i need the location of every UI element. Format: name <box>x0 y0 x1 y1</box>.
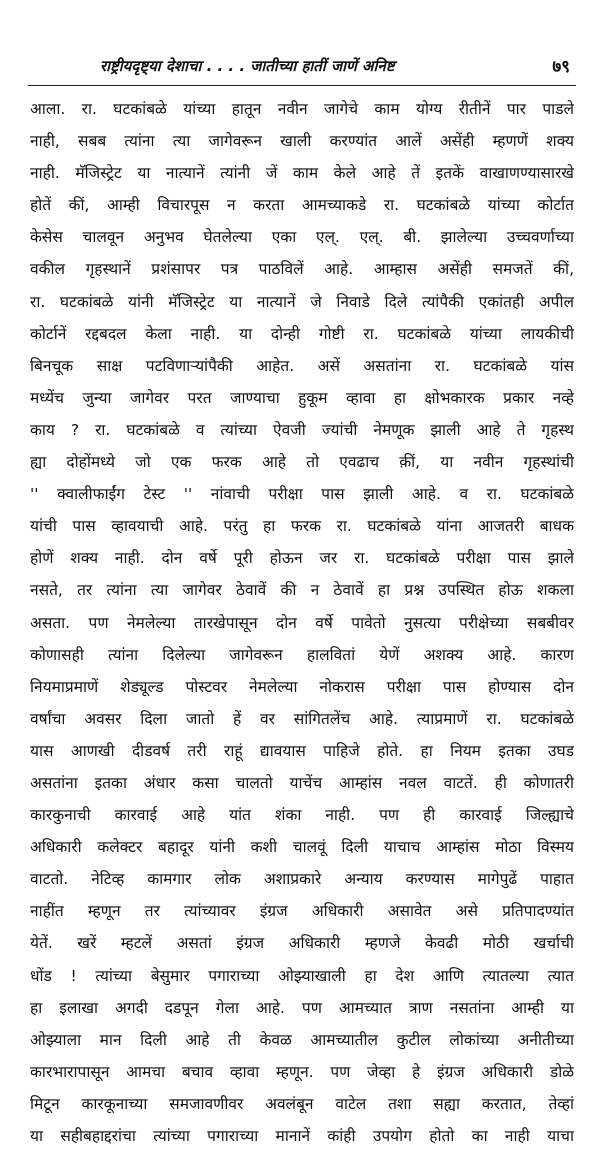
header-rule <box>28 85 576 86</box>
text-line: कारभारापासून आमचा बचाव व्हावा म्हणून. पण जेव्हा हे इंग्रज अधिकारी डोळे <box>30 1062 574 1081</box>
text-line: नसते, तर त्यांना त्या जागेवर ठेवावें की न ठेवावें हा प्रश्न उपस्थित होऊ शकला <box>30 581 574 600</box>
text-line: वाटतो. नेटिव्ह कामगार लोक अशाप्रकारे अन्याय करण्यास मागेपुढें पाहात <box>30 870 574 889</box>
text-line: होणें शक्य नाही. दोन वर्षे पूरी होऊन जर रा. घटकांबळे परीक्षा पास झाले <box>30 549 574 568</box>
text-line: नियमाप्रमाणें शेड्यूल्ड पोस्टवर नेमलेल्या नोकरास परीक्षा पास होण्यास दोन <box>30 677 574 696</box>
text-line: '' क्वालीफाईंग टेस्ट '' नांवाची परीक्षा पास झाली आहे. व रा. घटकांबळे <box>30 485 574 504</box>
text-line: हा इलाखा अगदी दडपून गेला आहे. पण आमच्यात त्राण नसतांना आम्ही या <box>30 998 574 1017</box>
text-line: ओझ्याला मान दिली आहे ती केवळ आमच्यातील कुटील लोकांच्या अनीतीच्या <box>30 1030 574 1049</box>
text-line: कोर्टानें रद्दबदल केला नाही. या दोन्ही गोष्टी रा. घटकांबळे यांच्या लायकीची <box>30 324 574 343</box>
text-line: वकील गृहस्थानें प्रशंसापर पत्र पाठविलें आहे. आम्हास असेंही समजतें कीं, <box>30 260 574 279</box>
text-line: अधिकारी कलेक्टर बहादूर यांनी कशी चालवूं दिली याचाच आम्हांस मोठा विस्मय <box>30 838 574 857</box>
text-line: येतें. खरें म्हटलें असतां इंग्रज अधिकारी म्हणजे केवढी मोठी खर्चाची <box>30 934 574 953</box>
text-line: कोणासही त्यांना दिलेल्या जागेवरून हालवितां येणें अशक्य आहे. कारण <box>30 645 574 664</box>
text-line: होतें कीं, आम्ही विचारपूस न करता आमच्याकडे रा. घटकांबळे यांच्या कोर्टात <box>30 196 574 215</box>
text-line: धोंड ! त्यांच्या बेसुमार पगाराच्या ओझ्याखाली हा देश आणि त्यातल्या त्यात <box>30 966 574 985</box>
text-line: असतांना इतका अंधार कसा चालतो याचेंच आम्हांस नवल वाटतें. ही कोणातरी <box>30 773 574 792</box>
text-line: रा. घटकांबळे यांनी मॅजिस्ट्रेट या नात्यानें जे निवाडे दिले त्यांपैकी एकांतही अपील <box>30 292 574 311</box>
text-line: वर्षांचा अवसर दिला जातो हें वर सांगितलेंच आहे. त्याप्रमाणें रा. घटकांबळे <box>30 709 574 728</box>
text-line: नाही, सबब त्यांना त्या जागेवरून खाली करण्यांत आलें असेंही म्हणणें शक्य <box>30 132 574 151</box>
text-line: ह्या दोहोंमध्ये जो एक फरक आहे तो एवढाच क़ीं, या नवीन गृहस्थांची <box>30 453 574 472</box>
text-line: आला. रा. घटकांबळे यांच्या हातून नवीन जागेचे काम योग्य रीतीनें पार पाडले <box>30 100 574 118</box>
text-line: काय ? रा. घटकांबळे व त्यांच्या ऐवजी ज्यांची नेमणूक झाली आहे ते गृहस्थ <box>30 420 574 439</box>
text-line: मिटून कारकूनाच्या समजावणीवर अवलंबून वाटेल तशा सह्या करतात, तेव्हां <box>30 1094 574 1113</box>
text-line: असता. पण नेमलेल्या तारखेपासून दोन वर्षे पावेतो नुसत्या परीक्षेच्या सबबीवर <box>30 613 574 632</box>
text-line: केसेस चालवून अनुभव घेतलेल्या एका एल्. एल्. बी. झालेल्या उच्चवर्णाच्या <box>30 228 574 247</box>
text-line: कारकुनाची कारवाई आहे यांत शंका नाही. पण ही कारवाई जिल्ह्याचे <box>30 806 574 825</box>
text-line: या सहीबहाद्दरांचा त्यांच्या पगाराच्या मानानें कांही उपयोग होतो का नाही याचा <box>30 1127 574 1145</box>
text-line: यांची पास व्हावयाची आहे. परंतु हा फरक रा. घटकांबळे यांना आजतरी बाधक <box>30 517 574 536</box>
text-line: यास आणखी दीडवर्ष तरी राहूं द्यावयास पाहिजे होते. हा नियम इतका उघड <box>30 741 574 760</box>
chapter-title: राष्ट्रीयदृष्ट्या देशाचा . . . . जातीच्या हातीं जाणें अनिष्ट <box>100 57 395 75</box>
text-line: मध्येंच जुन्या जागेवर परत जाण्याचा हुकूम व्हावा हा क्षोभकारक प्रकार नव्हे <box>30 388 574 407</box>
text-line: बिनचूक साक्ष पटविणाऱ्यांपैकी आहेत. असें असतांना रा. घटकांबळे यांस <box>30 356 574 375</box>
page-number: ७९ <box>552 57 570 77</box>
text-line: नाहींत म्हणून तर त्यांच्यावर इंग्रज अधिकारी असावेत असे प्रतिपादण्यांत <box>30 902 574 921</box>
text-line: नाही. मॅजिस्ट्रेट या नात्यानें त्यांनी जें काम केले आहे तें इतकें वाखाणण्यासारखे <box>30 164 574 183</box>
running-header <box>100 52 570 82</box>
body-paragraph <box>30 93 574 1152</box>
